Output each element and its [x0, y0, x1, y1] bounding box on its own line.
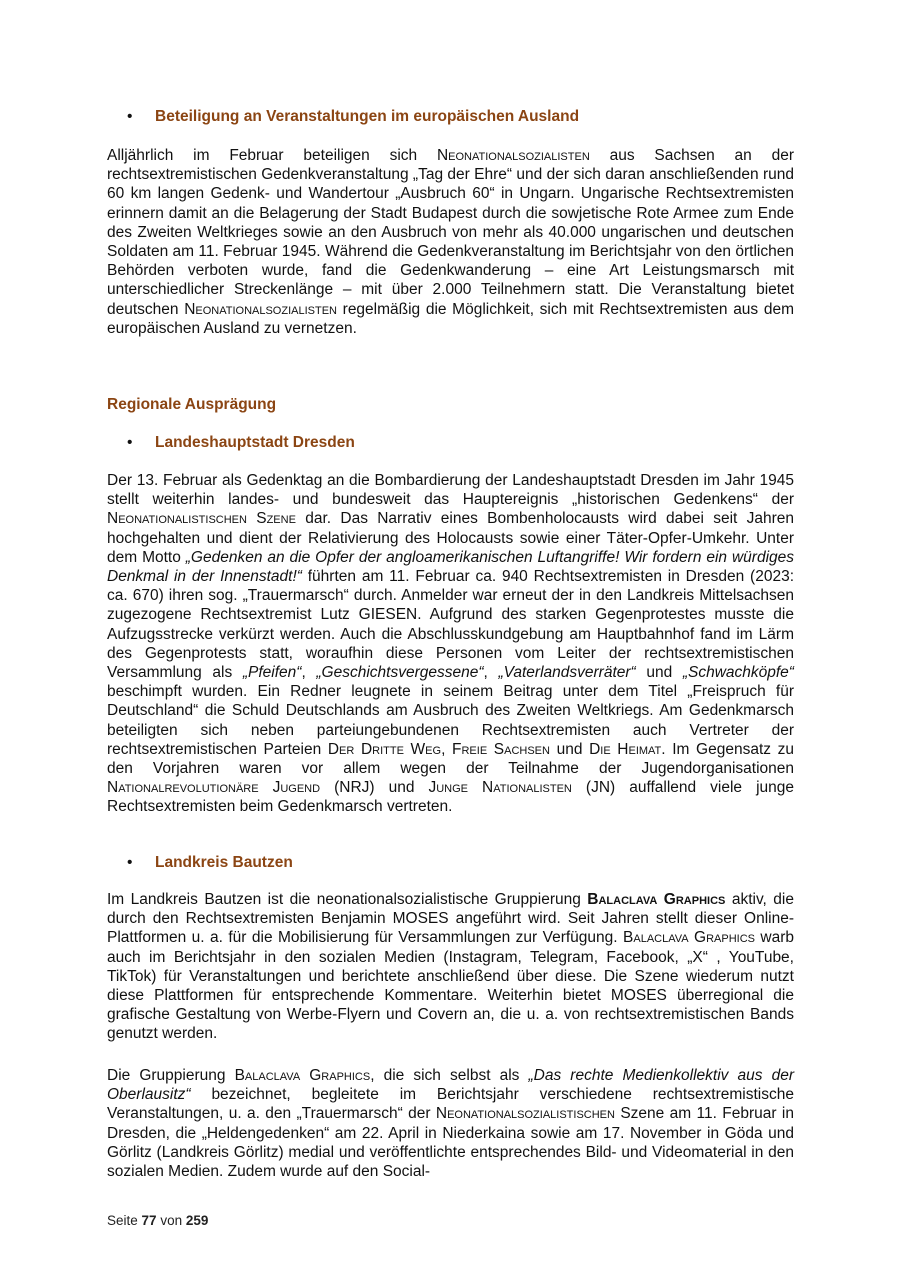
- paragraph-bautzen-2: [107, 1066, 794, 1181]
- p3-text: warb auch im Berichtsjahr in den sozialen Medien (Instagram, Telegram, Facebook, „X“ , YouTube, TikTok) für Veranstaltungen und berichtete anschließend über diese. Die Szene wiederum nutzt diese Plattformen für entsprechende Kommentare. Weiterhin bietet MOSES überregional die grafische Gestaltung von Werbe-Flyern und Covern an, die u. a. von rechtsextremistischen Bands genutzt werden.: [107, 929, 795, 1043]
- p2-text: ,: [441, 740, 453, 758]
- p1-org: Neonationalsozialisten: [184, 300, 337, 318]
- p4-text: Szene am 11. Februar in Dresden, die „Heldengedenken“ am 22. April in Niederkaina sowie am 17. November in Göda und Görlitz (Landkreis Görlitz) medial und veröffentlichte entsprechendes Bild- und Videomaterial in den sozialen Medien. Zudem wurde auf den Social-: [107, 1105, 794, 1181]
- p4-text: Die Gruppierung: [107, 1067, 235, 1084]
- section-heading-regional: Regionale Ausprägung: [107, 396, 277, 413]
- p2-org: Nationalrevolutionäre Jugend: [107, 779, 321, 797]
- p2-text: führten am 11. Februar ca. 940 Rechtsextremisten in Dresden (2023: ca. 670) ihren sog. „Trauermarsch“ durch. Anmelder war erneut der in den Landkreis Mittelsachsen zugezogene Rechtsextremist Lutz GIESEN. Aufgrund des starken Gegenprotestes musste die Aufzugsstrecke verkürzt werden. Auch die Abschlusskundgebung am Hauptbahnhof fand im Lärm des Gegenprotests statt, woraufhin diese Personen vom Leiter der rechtsextremistischen Versammlung als: [107, 568, 795, 682]
- heading-europe-text: Beteiligung an Veranstaltungen im europäischen Ausland: [155, 108, 580, 125]
- heading-bautzen: [127, 854, 293, 872]
- p2-text: dar. Das Narrativ eines Bombenholocausts wird dabei seit Jahren hochgehalten und dient der Relativierung des Holocausts sowie einer Täter-Opfer-Umkehr. Unter dem Motto: [107, 510, 795, 566]
- p2-text: . Im Gegensatz zu den Vorjahren waren vor allem wegen der Teilnahme der Jugendorganisationen: [107, 740, 794, 778]
- paragraph-dresden: [107, 471, 794, 817]
- p2-quote: „Vaterlandsverräter“: [498, 664, 636, 682]
- p2-org: Der Dritte Weg: [327, 740, 442, 758]
- bullet-icon: •: [127, 108, 133, 125]
- p2-text: und: [635, 664, 683, 682]
- p3-text: Im Landkreis Bautzen ist die neonationalsozialistische Gruppierung: [107, 891, 588, 908]
- p4-org: Balaclava Graphics: [234, 1067, 371, 1084]
- p2-text: (JN) auffallend viele junge Rechtsextremisten beim Gedenkmarsch vertreten.: [107, 779, 794, 816]
- p1-text: Alljährlich im Februar beteiligen sich: [107, 147, 437, 164]
- p2-org: Freie Sachsen: [452, 740, 550, 758]
- p2-quote: „Pfeifen“: [242, 664, 302, 682]
- p2-quote: „Geschichtsvergessene“: [316, 664, 484, 682]
- footer-mid: von: [156, 1213, 186, 1228]
- p2-quote: „Schwachköpfe“: [682, 664, 794, 682]
- p2-text: ,: [483, 664, 499, 682]
- page-number: 77: [141, 1213, 157, 1228]
- p1-org: Neonationalsozialisten: [436, 147, 590, 164]
- p3-org: Balaclava Graphics: [587, 891, 726, 908]
- paragraph-bautzen-1: [107, 890, 794, 1044]
- p2-org: Neonationalistischen Szene: [107, 510, 296, 528]
- p1-text: aus Sachsen an der rechtsextremistischen Gedenkveranstaltung „Tag der Ehre“ und der sich daran anschließenden rund 60 km langen Gedenk- und Wandertour „Ausbruch 60“ in Ungarn. Ungarische Rechtsextremisten erinnern damit an die Belagerung der Stadt Budapest durch die sowjetische Rote Armee zum Ende des Zweiten Weltkrieges sowie an den Ausbruch von mehr als 40.000 ungarischen und deutschen Soldaten am 11. Februar 1945. Während die Gedenkveranstaltung im Berichtsjahr von den örtlichen Behörden verboten wurde, fand die Gedenkwanderung – eine Art Leistungsmarsch mit unterschiedlicher Streckenlänge – mit über 2.000 Teilnehmern statt. Die Veranstaltung bietet deutschen: [107, 147, 794, 318]
- footer-prefix: Seite: [107, 1213, 142, 1228]
- p2-quote: „Gedenken an die Opfer der angloamerikanischen Luftangriffe! Wir fordern ein würdiges Denkmal in der Innenstadt!“: [107, 548, 795, 586]
- p2-org: Die Heimat: [589, 740, 662, 758]
- p3-text: aktiv, die durch den Rechtsextremisten Benjamin MOSES angeführt wird. Seit Jahren stellt dieser Online-Plattformen u. a. für die Mobilisierung für Versammlungen zur Verfügung.: [107, 891, 794, 947]
- paragraph-europe: [107, 146, 794, 338]
- bullet-icon: •: [127, 854, 133, 871]
- p4-text: bezeichnet, begleitete im Berichtsjahr verschiedene rechtsextremistische Veranstaltungen, u. a. den „Trauermarsch“ der: [107, 1086, 794, 1123]
- p2-org: Junge Nationalisten: [428, 779, 572, 797]
- p4-org: Neonationalsozialistischen: [435, 1105, 615, 1123]
- page-footer: [107, 1213, 208, 1228]
- p2-text: Der 13. Februar als Gedenktag an die Bombardierung der Landeshauptstadt Dresden im Jahr 1945 stellt weiterhin landes- und bundesweit das Hauptereignis „historischen Gedenkens“ der: [107, 472, 794, 509]
- p2-text: ,: [301, 664, 317, 682]
- p3-org: Balaclava Graphics: [623, 929, 755, 947]
- heading-dresden-text: Landeshauptstadt Dresden: [155, 434, 355, 451]
- heading-bautzen-text: Landkreis Bautzen: [155, 854, 293, 871]
- bullet-icon: •: [127, 434, 133, 451]
- p2-text: (NRJ) und: [320, 779, 429, 797]
- p2-text: und: [549, 740, 590, 758]
- p4-quote: „Das rechte Medienkollektiv aus der Oberlausitz“: [107, 1067, 794, 1104]
- p4-text: , die sich selbst als: [370, 1067, 529, 1084]
- heading-europe: [127, 108, 579, 126]
- page-total: 259: [185, 1213, 209, 1228]
- p1-text: regelmäßig die Möglichkeit, sich mit Rechtsextremisten aus dem europäischen Ausland zu vernetzen.: [107, 300, 794, 337]
- heading-dresden: [127, 434, 355, 452]
- p2-text: beschimpft wurden. Ein Redner leugnete in seinem Beitrag unter dem Titel „Freispruch für Deutschland“ die Schuld Deutschlands am Ausbruch des Zweiten Weltkriegs. Am Gedenkmarsch beteiligten sich neben parteiungebundenen Rechtsextremisten auch Vertreter der rechtsextremistischen Parteien: [107, 683, 794, 758]
